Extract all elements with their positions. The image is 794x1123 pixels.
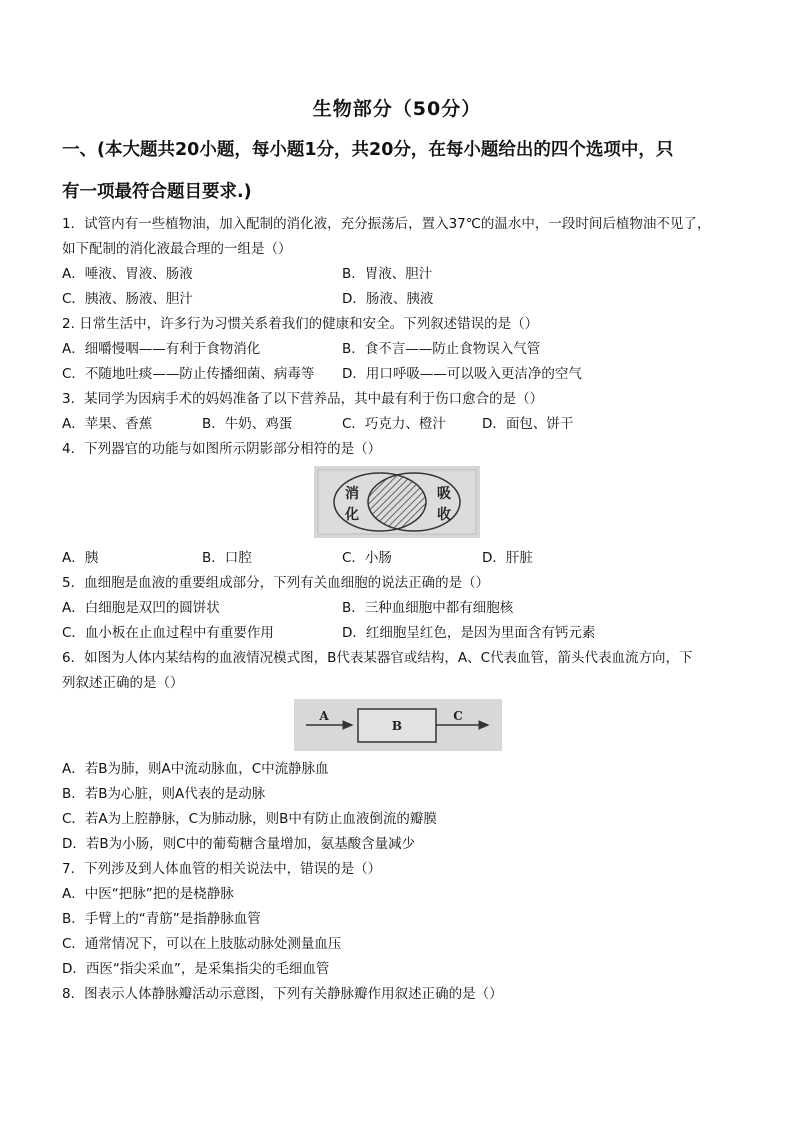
- blood-flow-figure: [294, 699, 502, 751]
- question-7-stem: 7．下列涉及到人体血管的相关说法中，错误的是（）: [62, 861, 382, 877]
- question-1-stem-line2: 如下配制的消化液最合理的一组是（）: [62, 241, 292, 257]
- question-3-stem: 3．某同学为因病手术的妈妈准备了以下营养品，其中最有利于伤口愈合的是（）: [62, 391, 544, 407]
- question-6-stem-line1: 6．如图为人体内某结构的血液情况模式图，B代表某器官或结构，A、C代表血管，箭头代表血流方向，下: [62, 650, 693, 666]
- question-2-option-d: D．用口呼吸——可以吸入更洁净的空气: [342, 366, 582, 382]
- question-8-stem: 8．图表示人体静脉瓣活动示意图，下列有关静脉瓣作用叙述正确的是（）: [62, 986, 503, 1002]
- label-a: A: [319, 709, 329, 723]
- question-6-option-c: C．若A为上腔静脉，C为肺动脉，则B中有防止血液倒流的瓣膜: [62, 811, 437, 827]
- question-5-option-c: C．血小板在止血过程中有重要作用: [62, 625, 274, 641]
- label-c: C: [453, 709, 463, 723]
- question-1-option-c: C．胰液、肠液、胆汁: [62, 291, 193, 307]
- question-6-option-d: D．若B为小肠，则C中的葡萄糖含量增加，氨基酸含量减少: [62, 836, 416, 852]
- question-2-option-c: C．不随地吐痰——防止传播细菌、病毒等: [62, 366, 315, 382]
- question-7-option-c: C．通常情况下，可以在上肢肱动脉处测量血压: [62, 936, 342, 952]
- section-heading-line2: 有一项最符合题目要求.): [62, 182, 252, 202]
- label-xiao: 消: [345, 486, 359, 502]
- question-4-option-c: C．小肠: [342, 550, 392, 566]
- section-heading-line1: 一、(本大题共20小题，每小题1分，共20分，在每小题给出的四个选项中，只: [62, 140, 674, 160]
- question-1-option-a: A．唾液、胃液、肠液: [62, 266, 193, 282]
- question-7-option-a: A．中医“把脉”把的是桡静脉: [62, 886, 234, 902]
- question-6-option-b: B．若B为心脏，则A代表的是动脉: [62, 786, 266, 802]
- question-3-option-c: C．巧克力、橙汁: [342, 416, 446, 432]
- question-5-stem: 5．血细胞是血液的重要组成部分，下列有关血细胞的说法正确的是（）: [62, 575, 490, 591]
- question-6-option-a: A．若B为肺，则A中流动脉血，C中流静脉血: [62, 761, 329, 777]
- question-7-option-d: D．西医“指尖采血”，是采集指尖的毛细血管: [62, 961, 330, 977]
- question-3-option-b: B．牛奶、鸡蛋: [202, 416, 293, 432]
- question-1-stem-line1: 1．试管内有一些植物油，加入配制的消化液，充分振荡后，置入37℃的温水中，一段时间后植物油不见了，: [62, 216, 711, 232]
- question-1-option-b: B．胃液、胆汁: [342, 266, 433, 282]
- question-2-option-b: B．食不言——防止食物误入气管: [342, 341, 541, 357]
- question-7-option-b: B．手臂上的“青筋”是指静脉血管: [62, 911, 261, 927]
- question-4-stem: 4．下列器官的功能与如图所示阴影部分相符的是（）: [62, 441, 382, 457]
- label-shou: 收: [437, 507, 451, 523]
- question-4-option-d: D．肝脏: [482, 550, 533, 566]
- venn-diagram-figure: [314, 466, 480, 538]
- question-5-option-d: D．红细胞呈红色，是因为里面含有钙元素: [342, 625, 596, 641]
- question-3-option-d: D．面包、饼干: [482, 416, 574, 432]
- label-b: B: [391, 719, 403, 733]
- question-5-option-b: B．三种血细胞中都有细胞核: [342, 600, 514, 616]
- question-2-option-a: A．细嚼慢咽——有利于食物消化: [62, 341, 261, 357]
- label-hua: 化: [345, 507, 359, 523]
- question-2-stem: 2. 日常生活中，许多行为习惯关系着我们的健康和安全。下列叙述错误的是（）: [62, 316, 539, 332]
- question-3-option-a: A．苹果、香蕉: [62, 416, 153, 432]
- question-6-stem-line2: 列叙述正确的是（）: [62, 675, 184, 691]
- label-xi: 吸: [437, 486, 451, 502]
- question-1-option-d: D．肠液、胰液: [342, 291, 434, 307]
- page-title: 生物部分（50分）: [312, 98, 482, 120]
- question-4-option-a: A．胰: [62, 550, 99, 566]
- question-4-option-b: B．口腔: [202, 550, 252, 566]
- question-5-option-a: A．白细胞是双凹的圆饼状: [62, 600, 220, 616]
